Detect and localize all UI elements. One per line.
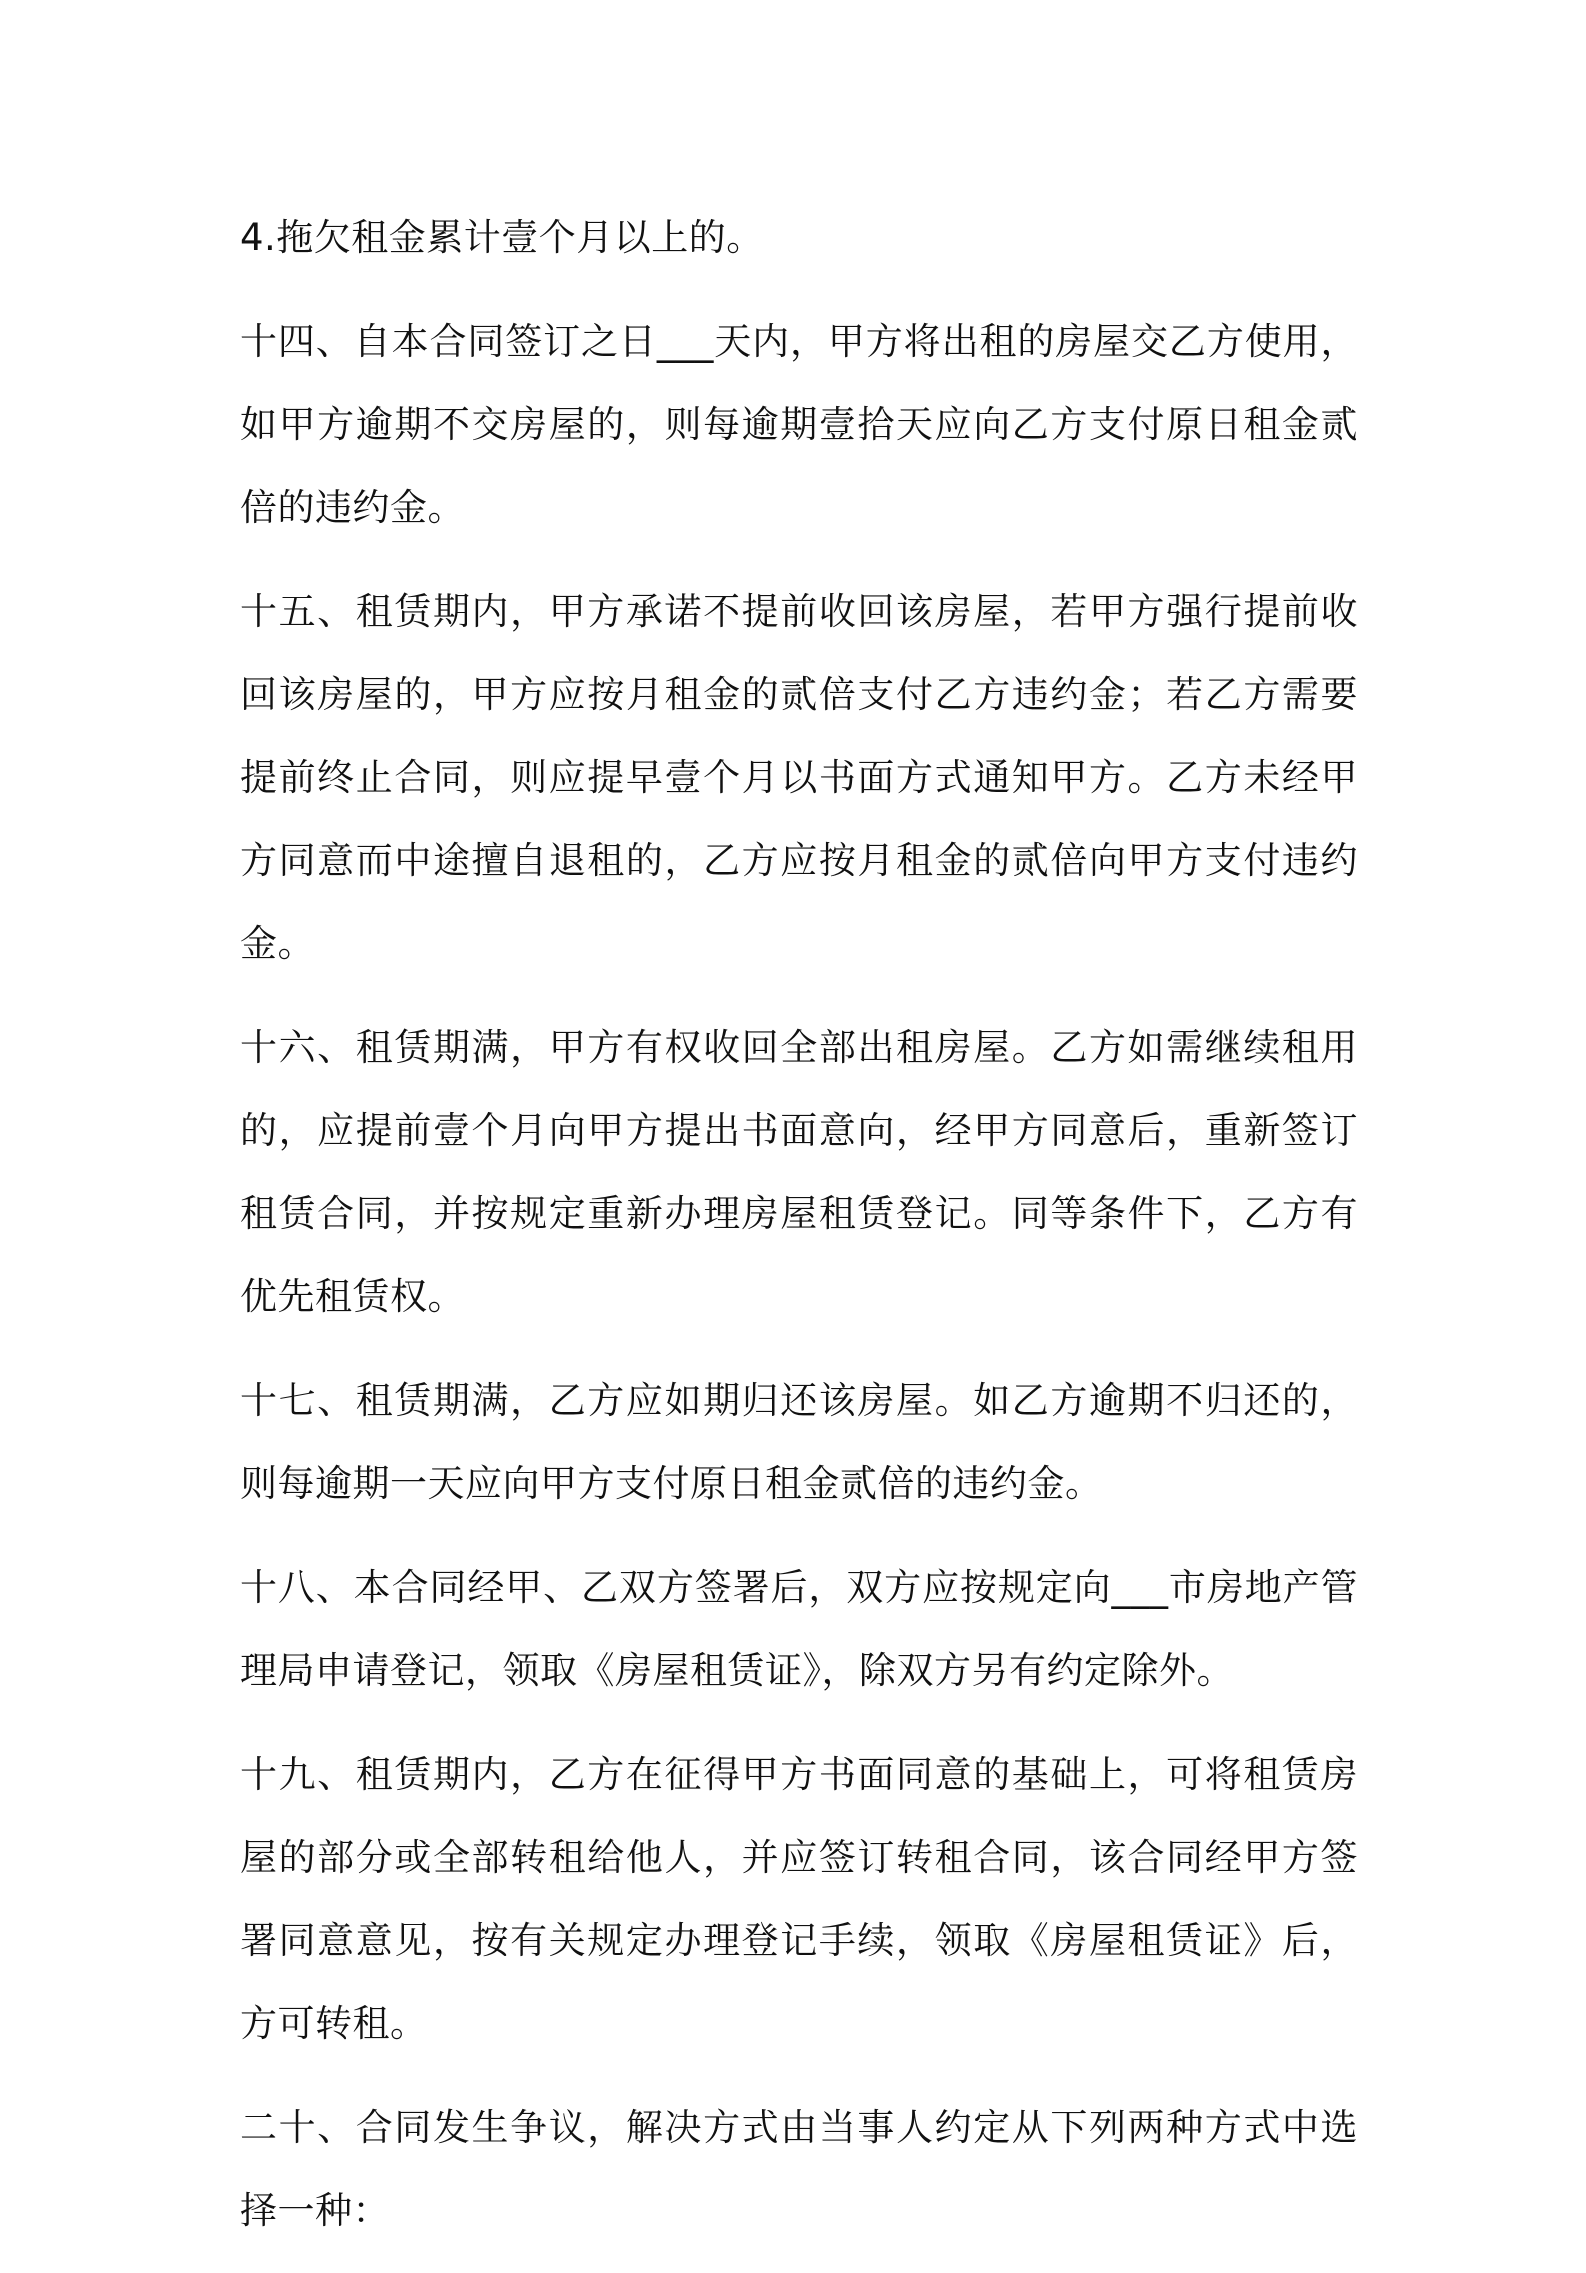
clause-14-handover: 十四、自本合同签订之日___天内，甲方将出租的房屋交乙方使用，如甲方逾期不交房屋的，则每逾期壹拾天应向乙方支付原日租金贰倍的违约金。 bbox=[240, 320, 1358, 529]
clause-4-arrears: 4.拖欠租金累计壹个月以上的。 bbox=[240, 216, 764, 259]
clause-20-dispute: 二十、合同发生争议，解决方式由当事人约定从下列两种方式中选择一种： bbox=[240, 2106, 1358, 2232]
clause-16-lease-renewal: 十六、租赁期满，甲方有权收回全部出租房屋。乙方如需继续租用的，应提前壹个月向甲方提出书面意向，经甲方同意后，重新签订租赁合同，并按规定重新办理房屋租赁登记。同等条件下，乙方有优先租赁权。 bbox=[240, 1026, 1358, 1318]
clause-17-return-property: 十七、租赁期满，乙方应如期归还该房屋。如乙方逾期不归还的，则每逾期一天应向甲方支付原日租金贰倍的违约金。 bbox=[240, 1379, 1358, 1505]
clause-19-sublease: 十九、租赁期内，乙方在征得甲方书面同意的基础上，可将租赁房屋的部分或全部转租给他人，并应签订转租合同，该合同经甲方签署同意意见，按有关规定办理登记手续，领取《房屋租赁证》后，方可转租。 bbox=[240, 1753, 1358, 2045]
clause-15-early-termination: 十五、租赁期内，甲方承诺不提前收回该房屋，若甲方强行提前收回该房屋的，甲方应按月租金的贰倍支付乙方违约金；若乙方需要提前终止合同，则应提早壹个月以书面方式通知甲方。乙方未经甲方同意而中途擅自退租的，乙方应按月租金的贰倍向甲方支付违约金。 bbox=[240, 590, 1358, 965]
document-body bbox=[240, 196, 1358, 2273]
clause-18-registration: 十八、本合同经甲、乙双方签署后，双方应按规定向___市房地产管理局申请登记，领取《房屋租赁证》，除双方另有约定除外。 bbox=[240, 1566, 1358, 1692]
